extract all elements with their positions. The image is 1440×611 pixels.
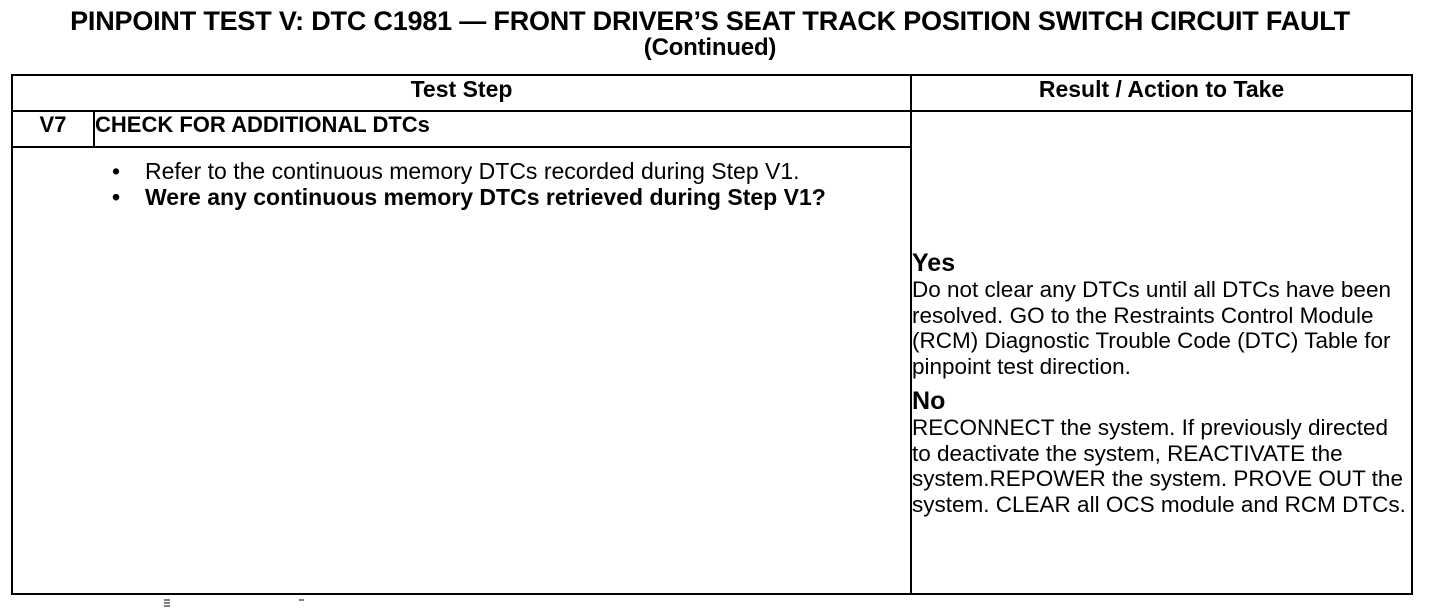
bullet-icon: • bbox=[111, 184, 121, 210]
result-content bbox=[912, 249, 1411, 517]
step-heading-row bbox=[12, 111, 1412, 147]
page-title bbox=[0, 8, 1420, 61]
step-bullet-1 bbox=[106, 158, 910, 184]
result-no-label: No bbox=[912, 387, 946, 415]
header-row bbox=[12, 75, 1412, 111]
title-line-2: (Continued) bbox=[643, 34, 777, 61]
step-id-spacer bbox=[12, 147, 94, 594]
tick-mark-icon bbox=[298, 598, 306, 608]
step-bullet-1-text: Refer to the continuous memory DTCs recorded during Step V1. bbox=[145, 158, 800, 184]
tick-mark-icon bbox=[163, 598, 171, 608]
result-no-text: RECONNECT the system. If previously directed to deactivate the system, REACTIVATE the system.REPOWER the system. PROVE OUT the system. CLEAR all OCS module and RCM DTCs. bbox=[912, 415, 1406, 517]
step-heading: CHECK FOR ADDITIONAL DTCs bbox=[94, 111, 911, 147]
pinpoint-test-table bbox=[11, 74, 1413, 595]
step-body bbox=[94, 147, 911, 594]
step-bullet-2-text: Were any continuous memory DTCs retrieved during Step V1? bbox=[145, 184, 826, 210]
step-id: V7 bbox=[12, 111, 94, 147]
scan-mark-1 bbox=[163, 598, 171, 611]
result-yes-text: Do not clear any DTCs until all DTCs have been resolved. GO to the Restraints Control Module (RCM) Diagnostic Trouble Code (DTC) Table for pinpoint test direction. bbox=[912, 277, 1391, 379]
step-bullet-list bbox=[94, 158, 910, 210]
result-action-header: Result / Action to Take bbox=[911, 75, 1412, 111]
test-step-header: Test Step bbox=[12, 75, 911, 111]
bullet-icon: • bbox=[111, 158, 121, 184]
result-cell bbox=[911, 111, 1412, 594]
scan-mark-2 bbox=[298, 598, 306, 611]
result-yes-label: Yes bbox=[912, 249, 956, 277]
title-line-1: PINPOINT TEST V: DTC C1981 — FRONT DRIVER’S SEAT TRACK POSITION SWITCH CIRCUIT FAULT bbox=[70, 6, 1350, 36]
step-bullet-2 bbox=[106, 184, 910, 210]
